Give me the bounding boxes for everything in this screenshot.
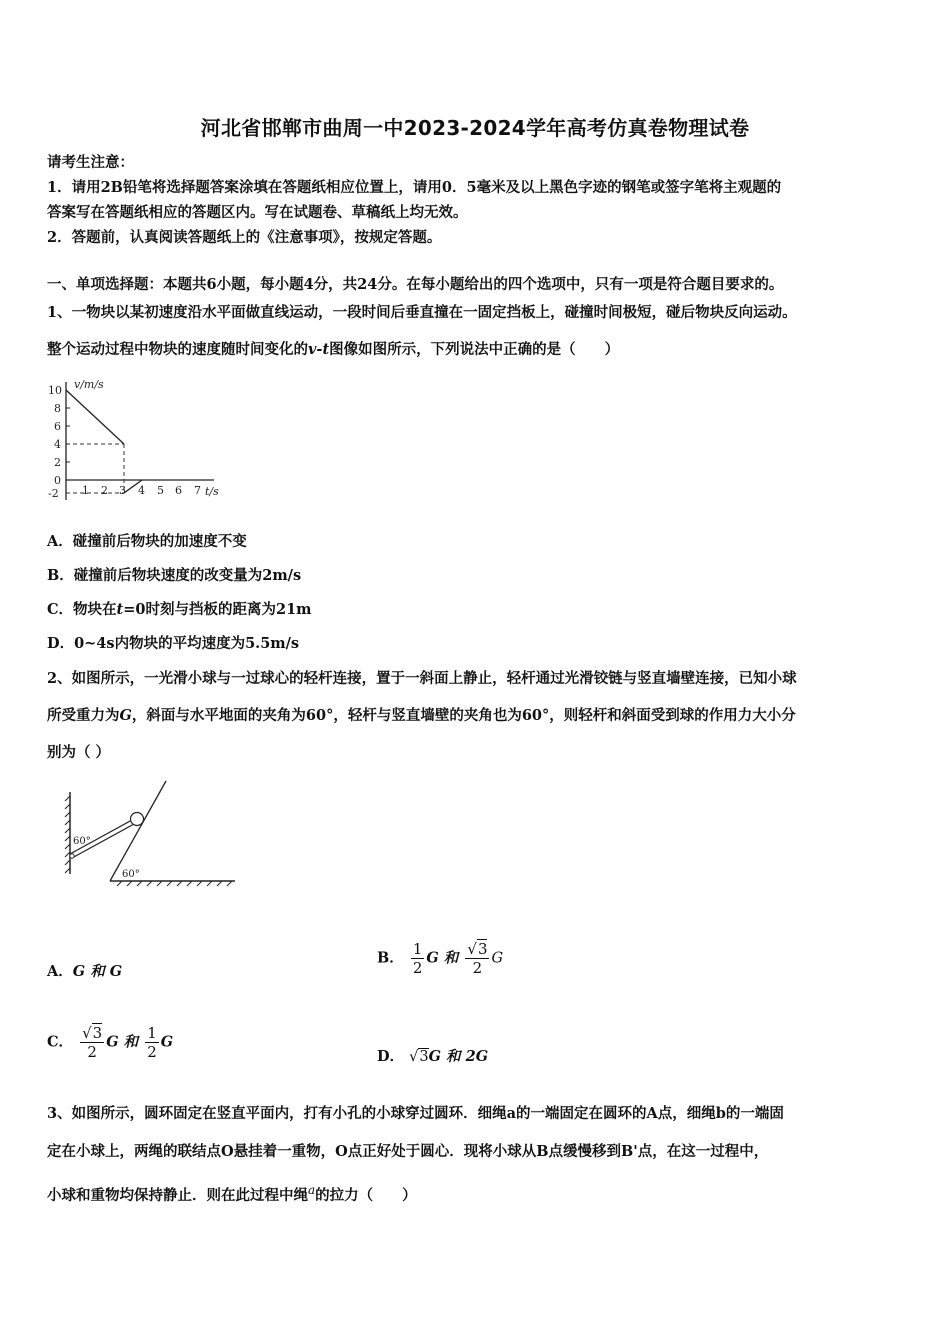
q2-line2 — [47, 706, 917, 726]
q1-line2 — [47, 340, 917, 360]
vt-line-before — [66, 390, 124, 444]
vt-ytick: 0 — [54, 474, 61, 487]
vt-xtick: 7 — [194, 484, 201, 497]
hinge — [70, 854, 74, 858]
vt-ytick: 2 — [54, 456, 61, 469]
q1-option-d: D．0~4s内物块的平均速度为5.5m/s — [47, 635, 300, 652]
q1-option-c-pre: C．物块在 — [47, 601, 117, 618]
q2-option-a-text: G 和 G — [72, 963, 123, 980]
q2-option-d-sqrt: 3 — [419, 1049, 429, 1065]
q2-line2-post: ，斜面与水平地面的夹角为60°，轻杆与竖直墙壁的夹角也为60°，则轻杆和斜面受到球的作用力大小分 — [131, 707, 796, 724]
slope — [110, 781, 166, 881]
q1-line2-pre: 整个运动过程中物块的速度随时间变化的 — [47, 341, 308, 358]
slope-angle-label: 60° — [122, 869, 140, 880]
q3-line3 — [47, 1180, 917, 1206]
incline-figure — [60, 776, 240, 888]
vt-ytick: 6 — [54, 420, 61, 433]
q2-option-d: D． √3G 和 2G — [377, 1048, 489, 1065]
vt-ytick: 4 — [54, 438, 61, 451]
q1-option-c-t: t — [116, 601, 124, 618]
vt-xtick: 5 — [157, 484, 164, 497]
q2-option-a — [47, 960, 122, 981]
q2-option-b-end: G — [491, 950, 504, 967]
q2-option-a-label: A． — [47, 963, 73, 980]
section-heading: 一、单项选择题：本题共6小题，每小题4分，共24分。在每小题给出的四个选项中，只有一项是符合题目要求的。 — [47, 276, 784, 293]
fraction: $\frac{√3}{2}$ — [82, 1024, 103, 1061]
q3-line2: 定在小球上，两绳的联结点O悬挂着一重物，O点正好处于圆心．现将小球从B点缓慢移到B'点，在这一过程中， — [47, 1143, 769, 1160]
q1-vt: v-t — [308, 341, 330, 358]
q2-line3: 别为（ ） — [47, 744, 111, 761]
vt-xtick: 6 — [175, 484, 182, 497]
notice-item-2: 2．答题前，认真阅读答题纸上的《注意事项》，按规定答题。 — [47, 229, 442, 246]
q2-option-c-mid: G 和 — [106, 1033, 139, 1051]
vt-ytick: 10 — [48, 384, 62, 397]
notice-item-1b: 答案写在答题纸相应的答题区内。写在试题卷、草稿纸上均无效。 — [47, 204, 468, 221]
vt-xtick: 2 — [101, 484, 108, 497]
q1-option-c — [47, 600, 917, 620]
q2-line1: 2、如图所示，一光滑小球与一过球心的轻杆连接，置于一斜面上静止，轻杆通过光滑铰链与竖直墙壁连接，已知小球 — [47, 670, 797, 687]
q2-option-b-label: B． — [377, 949, 404, 967]
q3-line3-pre: 小球和重物均保持静止．则在此过程中绳 — [47, 1186, 308, 1204]
vt-graph — [44, 374, 229, 506]
vt-ylabel: v/m/s — [74, 378, 104, 391]
q3-line3-post: 的拉力（ ） — [315, 1186, 417, 1204]
q1-option-a: A．碰撞前后物块的加速度不变 — [47, 533, 247, 550]
q2-option-d-label: D． — [377, 1048, 405, 1065]
q1-option-b: B．碰撞前后物块速度的改变量为2m/s — [47, 567, 302, 584]
fraction: $\frac{1}{2}$ — [147, 1024, 157, 1061]
vt-ytick: -2 — [48, 487, 59, 500]
notice-heading: 请考生注意： — [47, 154, 134, 171]
vt-xtick: 1 — [82, 484, 89, 497]
q2-option-c — [47, 1024, 173, 1061]
q2-line2-g: G — [119, 707, 132, 724]
vt-xlabel: t/s — [205, 485, 219, 498]
q1-line2-post: 图像如图所示，下列说法中正确的是（ ） — [329, 341, 620, 358]
q2-option-c-end: G — [160, 1033, 174, 1051]
q2-option-d-text: G 和 2G — [428, 1048, 489, 1065]
fraction: $\frac{√3}{2}$ — [467, 940, 488, 977]
vt-ytick: 8 — [54, 402, 61, 415]
q1-line1: 1、一物块以某初速度沿水平面做直线运动，一段时间后垂直撞在一固定挡板上，碰撞时间极短，碰后物块反向运动。 — [47, 304, 797, 321]
q2-option-c-label: C． — [47, 1033, 74, 1051]
fraction: $\frac{1}{2}$ — [412, 940, 423, 977]
notice-item-1a: 1．请用2B铅笔将选择题答案涂填在答题纸相应位置上，请用0．5毫米及以上黑色字迹的钢笔或签字笔将主观题的 — [47, 179, 782, 196]
q3-line1: 3、如图所示，圆环固定在竖直平面内，打有小孔的小球穿过圆环．细绳a的一端固定在圆环的A点，细绳b的一端固 — [47, 1105, 784, 1122]
q2-option-b — [377, 940, 503, 977]
q1-option-c-post: =0时刻与挡板的距离为21m — [123, 601, 312, 618]
vt-xtick: 4 — [138, 484, 145, 497]
q3-line3-a: a — [308, 1183, 316, 1197]
rod-angle-label: 60° — [73, 836, 91, 847]
vt-xtick: 3 — [119, 484, 126, 497]
q2-option-b-mid: G 和 — [426, 949, 459, 967]
q2-line2-pre: 所受重力为 — [47, 707, 120, 724]
page-title: 河北省邯郸市曲周一中2023-2024学年高考仿真卷物理试卷 — [200, 116, 750, 140]
